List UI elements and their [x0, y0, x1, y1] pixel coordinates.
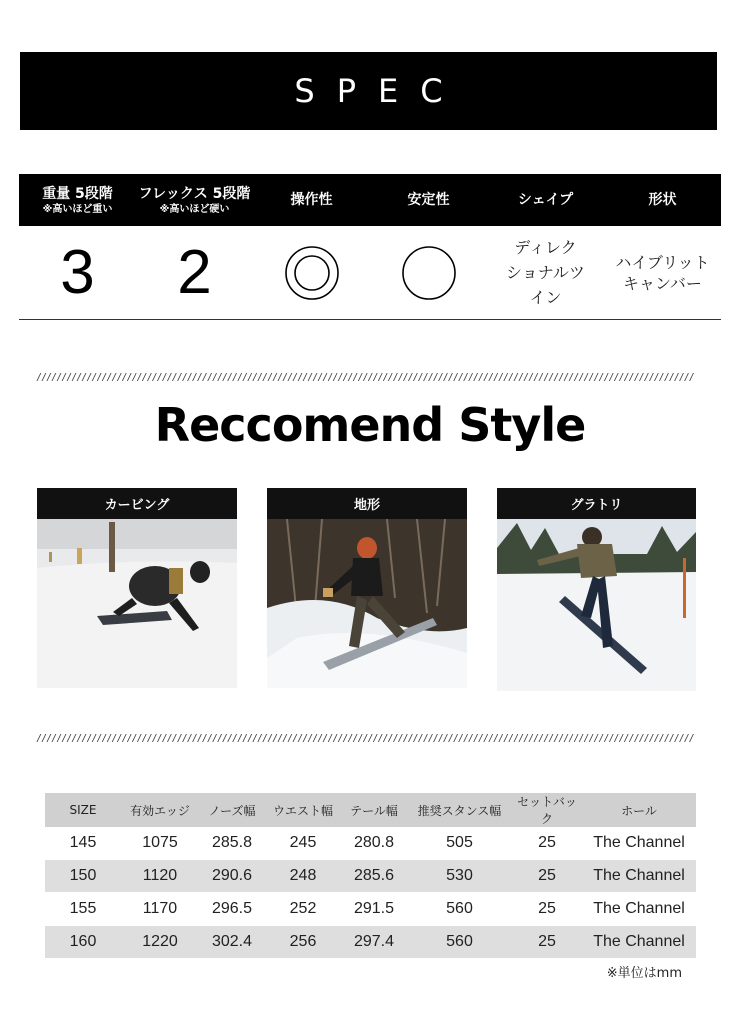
col-size: SIZE	[45, 793, 121, 827]
spec-value-shape	[487, 226, 604, 319]
style-label: グラトリ	[497, 488, 696, 519]
table-cell: 530	[407, 860, 512, 893]
table-cell: 256	[265, 926, 341, 959]
table-cell: 1170	[121, 893, 199, 926]
header-title: 重量 5段階	[42, 185, 113, 202]
table-cell: The Channel	[582, 926, 696, 959]
table-cell: 1220	[121, 926, 199, 959]
table-cell: 150	[45, 860, 121, 893]
spec-value-stability	[370, 226, 487, 319]
table-cell: 1120	[121, 860, 199, 893]
table-cell: The Channel	[582, 860, 696, 893]
spec-header-weight	[19, 174, 136, 226]
table-cell: 280.8	[341, 827, 407, 860]
spec-header-operability	[253, 174, 370, 226]
table-cell: 291.5	[341, 893, 407, 926]
spec-values-row	[19, 226, 721, 320]
shape-line: ショナルツ	[506, 263, 585, 282]
form-line: ハイブリット	[615, 252, 710, 272]
table-row	[45, 827, 696, 860]
table-cell: 25	[512, 926, 582, 959]
slash-divider: ///////////////////////////////////////////////////////////////////////////////////////////////////////////////////////////////////	[36, 733, 694, 744]
header-title: 形状	[648, 192, 677, 208]
table-cell: 252	[265, 893, 341, 926]
style-label: 地形	[267, 488, 467, 519]
style-label: カービング	[37, 488, 237, 519]
table-cell: 290.6	[199, 860, 265, 893]
col-nose-width: ノーズ幅	[199, 793, 265, 827]
spec-banner	[20, 52, 717, 130]
style-photo-terrain	[267, 488, 467, 688]
table-cell: 145	[45, 827, 121, 860]
header-title: フレックス 5段階	[138, 185, 251, 202]
spec-value-weight	[19, 226, 136, 319]
header-title: シェイプ	[517, 192, 574, 208]
weight-value: 3	[60, 237, 95, 307]
table-cell: 1075	[121, 827, 199, 860]
header-sub: ※高いほど重い	[42, 203, 113, 215]
table-cell: 302.4	[199, 926, 265, 959]
flex-value: 2	[177, 237, 212, 307]
header-title: 安定性	[407, 192, 450, 208]
table-cell: 505	[407, 827, 512, 860]
table-cell: 25	[512, 827, 582, 860]
table-cell: 285.6	[341, 860, 407, 893]
table-cell: 155	[45, 893, 121, 926]
table-cell: 560	[407, 893, 512, 926]
col-effective-edge: 有効エッジ	[121, 793, 199, 827]
shape-line: ディレク	[514, 238, 577, 257]
spec-header-shape	[487, 174, 604, 226]
shape-line: イン	[529, 288, 562, 307]
spec-header-form	[604, 174, 721, 226]
table-cell: The Channel	[582, 827, 696, 860]
table-cell: 248	[265, 860, 341, 893]
table-cell: 560	[407, 926, 512, 959]
table-row	[45, 893, 696, 926]
slash-divider: ///////////////////////////////////////////////////////////////////////////////////////////////////////////////////////////////////	[36, 372, 694, 383]
header-sub: ※高いほど硬い	[159, 203, 230, 215]
table-cell: 160	[45, 926, 121, 959]
spec-header-flex	[136, 174, 253, 226]
table-cell: 285.8	[199, 827, 265, 860]
style-photo-ground-tricks	[497, 488, 696, 691]
spec-value-form	[604, 226, 721, 319]
table-row	[45, 860, 696, 893]
table-cell: 297.4	[341, 926, 407, 959]
table-cell: The Channel	[582, 893, 696, 926]
circle-icon	[400, 244, 458, 302]
size-table	[45, 793, 696, 959]
recommend-title: Reccomend Style	[154, 398, 586, 452]
col-stance-width: 推奨スタンス幅	[407, 793, 512, 827]
spec-header-row	[19, 174, 721, 226]
form-line: キャンバー	[623, 273, 702, 293]
table-cell: 25	[512, 893, 582, 926]
spec-header-stability	[370, 174, 487, 226]
header-title: 操作性	[290, 192, 333, 208]
spec-title: SPEC	[294, 72, 465, 110]
spec-value-operability	[253, 226, 370, 319]
table-cell: 296.5	[199, 893, 265, 926]
style-photo-carving	[37, 488, 237, 688]
table-row	[45, 926, 696, 959]
spec-value-flex	[136, 226, 253, 319]
col-hole: ホール	[582, 793, 696, 827]
col-waist-width: ウエスト幅	[265, 793, 341, 827]
table-cell: 245	[265, 827, 341, 860]
col-tail-width: テール幅	[341, 793, 407, 827]
size-table-header	[45, 793, 696, 827]
table-cell: 25	[512, 860, 582, 893]
unit-note: ※単位はmm	[606, 966, 682, 981]
col-setback: セットバック	[512, 793, 582, 827]
double-circle-icon	[283, 244, 341, 302]
